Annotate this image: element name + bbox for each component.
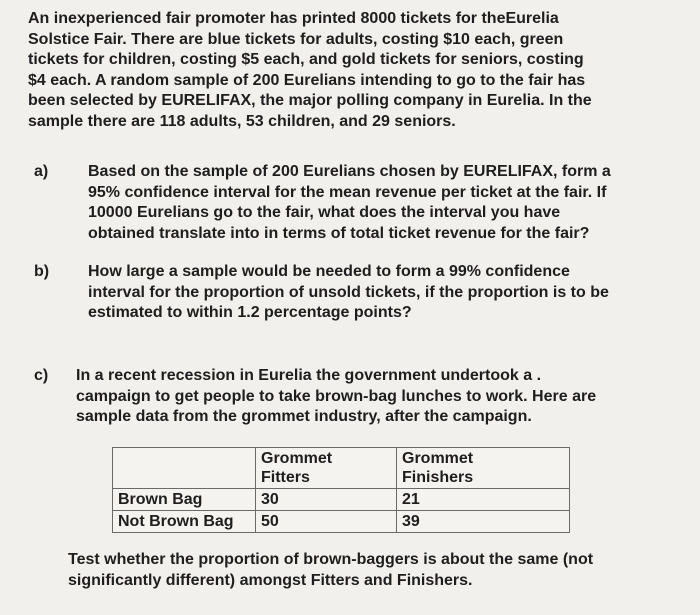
question-line: 10000 Eurelians go to the fair, what does the interval you have — [88, 204, 561, 221]
question-line: obtained translate into in terms of total ticket revenue for the fair? — [88, 224, 590, 242]
table-corner-cell — [113, 448, 256, 489]
intro-line: Solstice Fair. There are blue tickets for adults, costing $10 each, green — [28, 30, 564, 48]
table-row — [113, 511, 570, 533]
question-line: In a recent recession in Eurelia the government undertook a . — [76, 367, 542, 384]
table-cell: 21 — [397, 489, 570, 511]
table-cell: 50 — [256, 511, 397, 533]
table-cell: 30 — [256, 489, 397, 511]
test-instruction — [68, 549, 593, 591]
table-row-label: Not Brown Bag — [113, 511, 256, 533]
intro-paragraph — [28, 9, 688, 132]
test-line: Test whether the proportion of brown-baggers is about the same (not — [68, 551, 594, 568]
grommet-data-table — [112, 447, 570, 533]
test-line: significantly different) amongst Fitters and Finishers. — [68, 572, 473, 589]
table-header-cell: Grommet Fitters — [256, 448, 397, 489]
intro-line: sample there are 118 adults, 53 children, and 29 seniors. — [28, 112, 456, 130]
table-row-label: Brown Bag — [113, 489, 256, 511]
question-label: c) — [34, 367, 49, 384]
question-line: sample data from the grommet industry, after the campaign. — [76, 408, 532, 425]
intro-line: An inexperienced fair promoter has printed 8000 tickets for theEurelia — [28, 10, 559, 27]
question-line: estimated to within 1.2 percentage points? — [88, 304, 412, 321]
question-label: a) — [34, 163, 49, 180]
intro-line: $4 each. A random sample of 200 Eurelians intending to go to the fair has — [28, 71, 586, 89]
intro-line: tickets for children, costing $5 each, and gold tickets for seniors, costing — [28, 51, 584, 68]
table-header-cell: Grommet Finishers — [397, 448, 570, 489]
question-label: b) — [34, 263, 50, 280]
question-line: 95% confidence interval for the mean revenue per ticket at the fair. If — [88, 183, 607, 201]
question-line: interval for the proportion of unsold tickets, if the proportion is to be — [88, 283, 609, 301]
table-row — [113, 489, 570, 511]
table-header-row — [113, 448, 570, 489]
question-line: How large a sample would be needed to form a 99% confidence — [88, 263, 570, 280]
question-line: Based on the sample of 200 Eurelians chosen by EURELIFAX, form a — [88, 163, 611, 180]
question-body — [88, 162, 611, 244]
table-cell: 39 — [397, 511, 570, 533]
question-line: campaign to get people to take brown-bag lunches to work. Here are — [76, 387, 597, 405]
question-body — [76, 366, 596, 428]
intro-line: been selected by EURELIFAX, the major polling company in Eurelia. In the — [28, 92, 592, 109]
question-body — [88, 262, 609, 324]
